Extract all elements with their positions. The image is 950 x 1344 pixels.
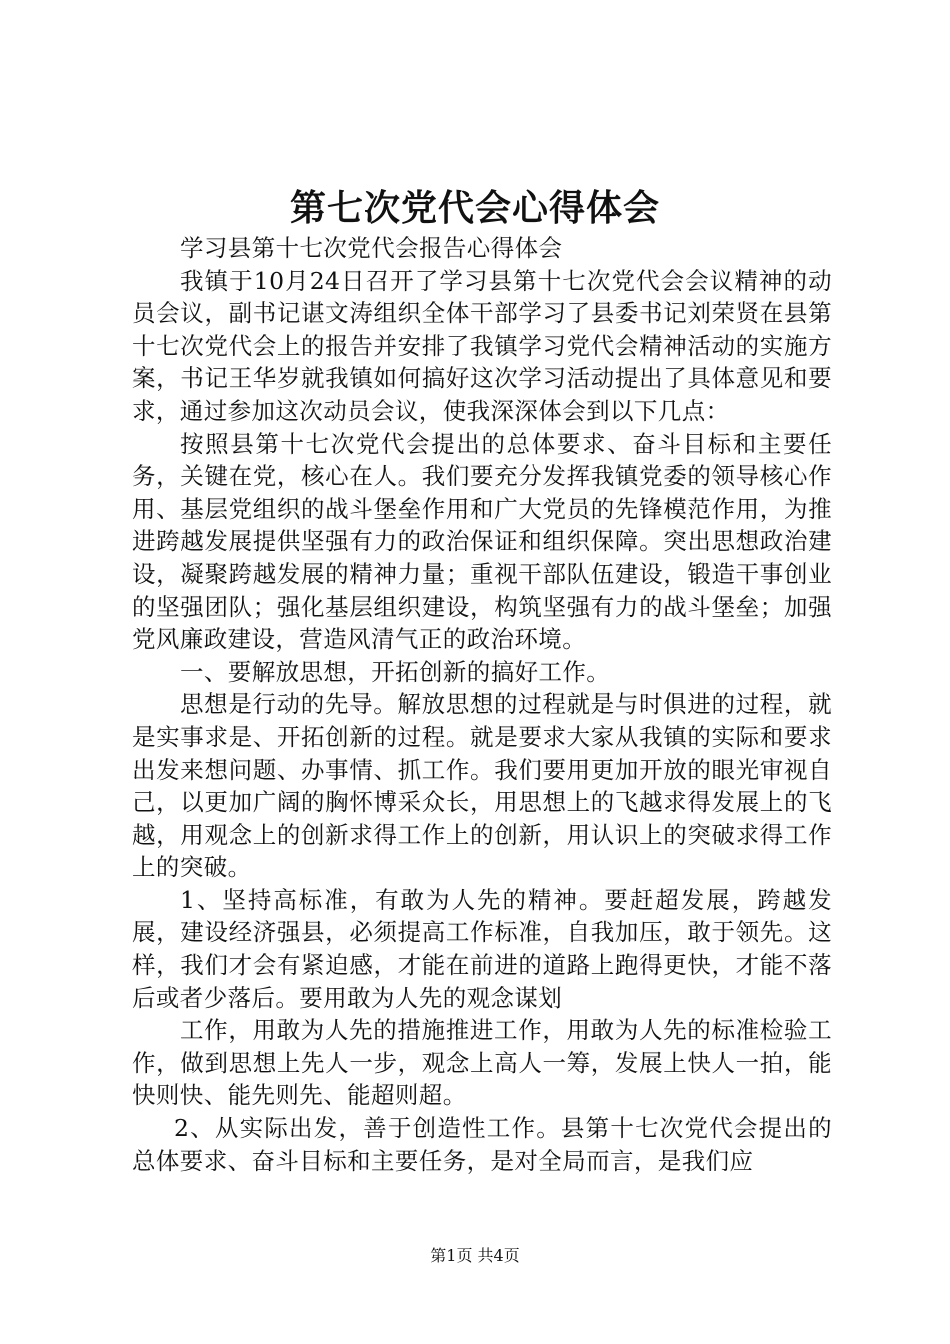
paragraph-point-two: 2、从实际出发，善于创造性工作。县第十七次党代会提出的总体要求、奋斗目标和主要任务，是对全局而言，是我们应 (132, 1114, 832, 1175)
page-indicator: 第1页 共4页 (430, 1246, 520, 1265)
document-body (132, 232, 832, 1177)
paragraph-thinking: 思想是行动的先导。解放思想的过程就是与时俱进的过程，就是实事求是、开拓创新的过程。就是要求大家从我镇的实际和要求出发来想问题、办事情、抓工作。我们要用更加开放的眼光审视自己，以更加广阔的胸怀博采众长，用思想上的飞越求得发展上的飞越，用观念上的创新求得工作上的创新，用认识上的突破求得工作上的突破。 (132, 690, 832, 882)
paragraph-intro: 我镇于10月24日召开了学习县第十七次党代会会议精神的动员会议，副书记谌文涛组织全体干部学习了县委书记刘荣贤在县第十七次党代会上的报告并安排了我镇学习党代会精神活动的实施方案，书记王华岁就我镇如何搞好这次学习活动提出了具体意见和要求，通过参加这次动员会议，使我深深体会到以下几点： (132, 266, 832, 425)
document-title: 第七次党代会心得体会 (289, 187, 660, 229)
paragraph-subtitle: 学习县第十七次党代会报告心得体会 (180, 234, 563, 262)
paragraph-point-one: 1、坚持高标准，有敢为人先的精神。要赶超发展，跨越发展，建设经济强县，必须提高工作标准，自我加压，敢于领先。这样，我们才会有紧迫感，才能在前进的道路上跑得更快，才能不落后或者少落后。要用敢为人先的观念谋划 (132, 885, 832, 1012)
paragraph-requirements: 按照县第十七次党代会提出的总体要求、奋斗目标和主要任务，关键在党，核心在人。我们要充分发挥我镇党委的领导核心作用、基层党组织的战斗堡垒作用和广大党员的先锋模范作用，为推进跨越发展提供坚强有力的政治保证和组织保障。突出思想政治建设，凝聚跨越发展的精神力量；重视干部队伍建设，锻造干事创业的坚强团队；强化基层组织建设，构筑坚强有力的战斗堡垒；加强党风廉政建设，营造风清气正的政治环境。 (132, 429, 832, 654)
paragraph-work: 工作，用敢为人先的措施推进工作，用敢为人先的标准检验工作，做到思想上先人一步，观念上高人一筹，发展上快人一拍，能快则快、能先则先、能超则超。 (132, 1016, 832, 1110)
paragraph-heading-one: 一、要解放思想，开拓创新的搞好工作。 (180, 657, 611, 686)
